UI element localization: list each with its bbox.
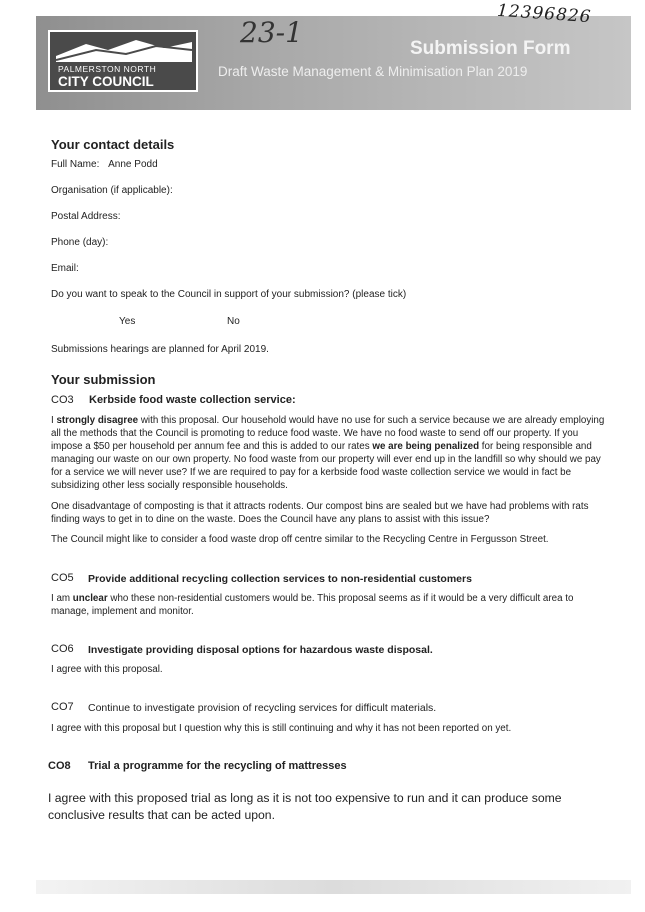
- co3-title: Kerbside food waste collection service:: [89, 394, 296, 406]
- co8-title: Trial a programme for the recycling of mattresses: [88, 760, 347, 772]
- co5-paragraph: I am unclear who these non-residential customers would be. This proposal seems as if it would be a very difficult area to manage, implement and monitor.: [51, 593, 574, 617]
- full-name-row: [51, 159, 158, 170]
- co7-title: Continue to investigate provision of recycling services for difficult materials.: [88, 702, 437, 714]
- co3-code: CO3: [51, 394, 74, 406]
- handwritten-id: 12396826: [496, 0, 593, 28]
- co8-code: CO8: [48, 760, 71, 772]
- co8-paragraph: I agree with this proposed trial as long as it is not too expensive to run and it can produce some conclusive results that can be acted upon.: [48, 791, 562, 822]
- email-label: Email:: [51, 263, 79, 274]
- council-logo: [48, 30, 198, 92]
- option-yes: Yes: [119, 316, 136, 327]
- contact-heading: Your contact details: [51, 137, 175, 152]
- organisation-label: Organisation (if applicable):: [51, 185, 173, 196]
- full-name-value: Anne Podd: [108, 159, 158, 170]
- header-banner: [36, 16, 631, 110]
- hearings-note: Submissions hearings are planned for April 2019.: [51, 344, 269, 355]
- option-no: No: [227, 316, 240, 327]
- logo-landscape-icon: [56, 36, 192, 62]
- form-title: Submission Form: [410, 38, 571, 59]
- co5-code: CO5: [51, 572, 74, 584]
- form-subtitle: Draft Waste Management & Minimisation Plan 2019: [218, 64, 528, 79]
- logo-line2: CITY COUNCIL: [58, 74, 154, 89]
- co7-code: CO7: [51, 701, 74, 713]
- co5-title: Provide additional recycling collection services to non-residential customers: [88, 573, 472, 585]
- co6-paragraph: I agree with this proposal.: [51, 664, 163, 675]
- co6-code: CO6: [51, 643, 74, 655]
- co3-paragraph-3: The Council might like to consider a food waste drop off centre similar to the Recycling Centre in Fergusson Street.: [51, 534, 549, 545]
- speak-question: Do you want to speak to the Council in support of your submission? (please tick): [51, 289, 407, 300]
- full-name-label: Full Name:: [51, 159, 100, 170]
- postal-label: Postal Address:: [51, 211, 121, 222]
- phone-label: Phone (day):: [51, 237, 109, 248]
- submission-heading: Your submission: [51, 372, 156, 387]
- logo-line1: PALMERSTON NORTH: [58, 64, 157, 74]
- co7-paragraph: I agree with this proposal but I question why this is still continuing and why it has not been reported on yet.: [51, 723, 512, 734]
- co6-title: Investigate providing disposal options for hazardous waste disposal.: [88, 644, 433, 656]
- handwritten-number: 23-1: [240, 16, 303, 49]
- co3-paragraph-1: I strongly disagree with this proposal. Our household would have no use for such a service because we are already employing all the methods that the Council is promoting to reduce food waste. We have no food waste to send off our property. If you impose a $50 per household per annum fee and this is added to our rates we are being penalized for being responsible and managing our waste on our own property. No food waste from our property will ever end up in the landfill so why should we pay for a service we will never use? If we are required to pay for a kerbside food waste collection service we would in fact be subsidizing other less socially responsible households.: [51, 415, 605, 491]
- co3-paragraph-2: One disadvantage of composting is that it attracts rodents. Our compost bins are sealed but we have had problems with rats finding ways to get in to dine on the waste. Does the Council have any plans to assist with this issue?: [51, 501, 589, 525]
- scan-bottom-strip: [36, 880, 631, 894]
